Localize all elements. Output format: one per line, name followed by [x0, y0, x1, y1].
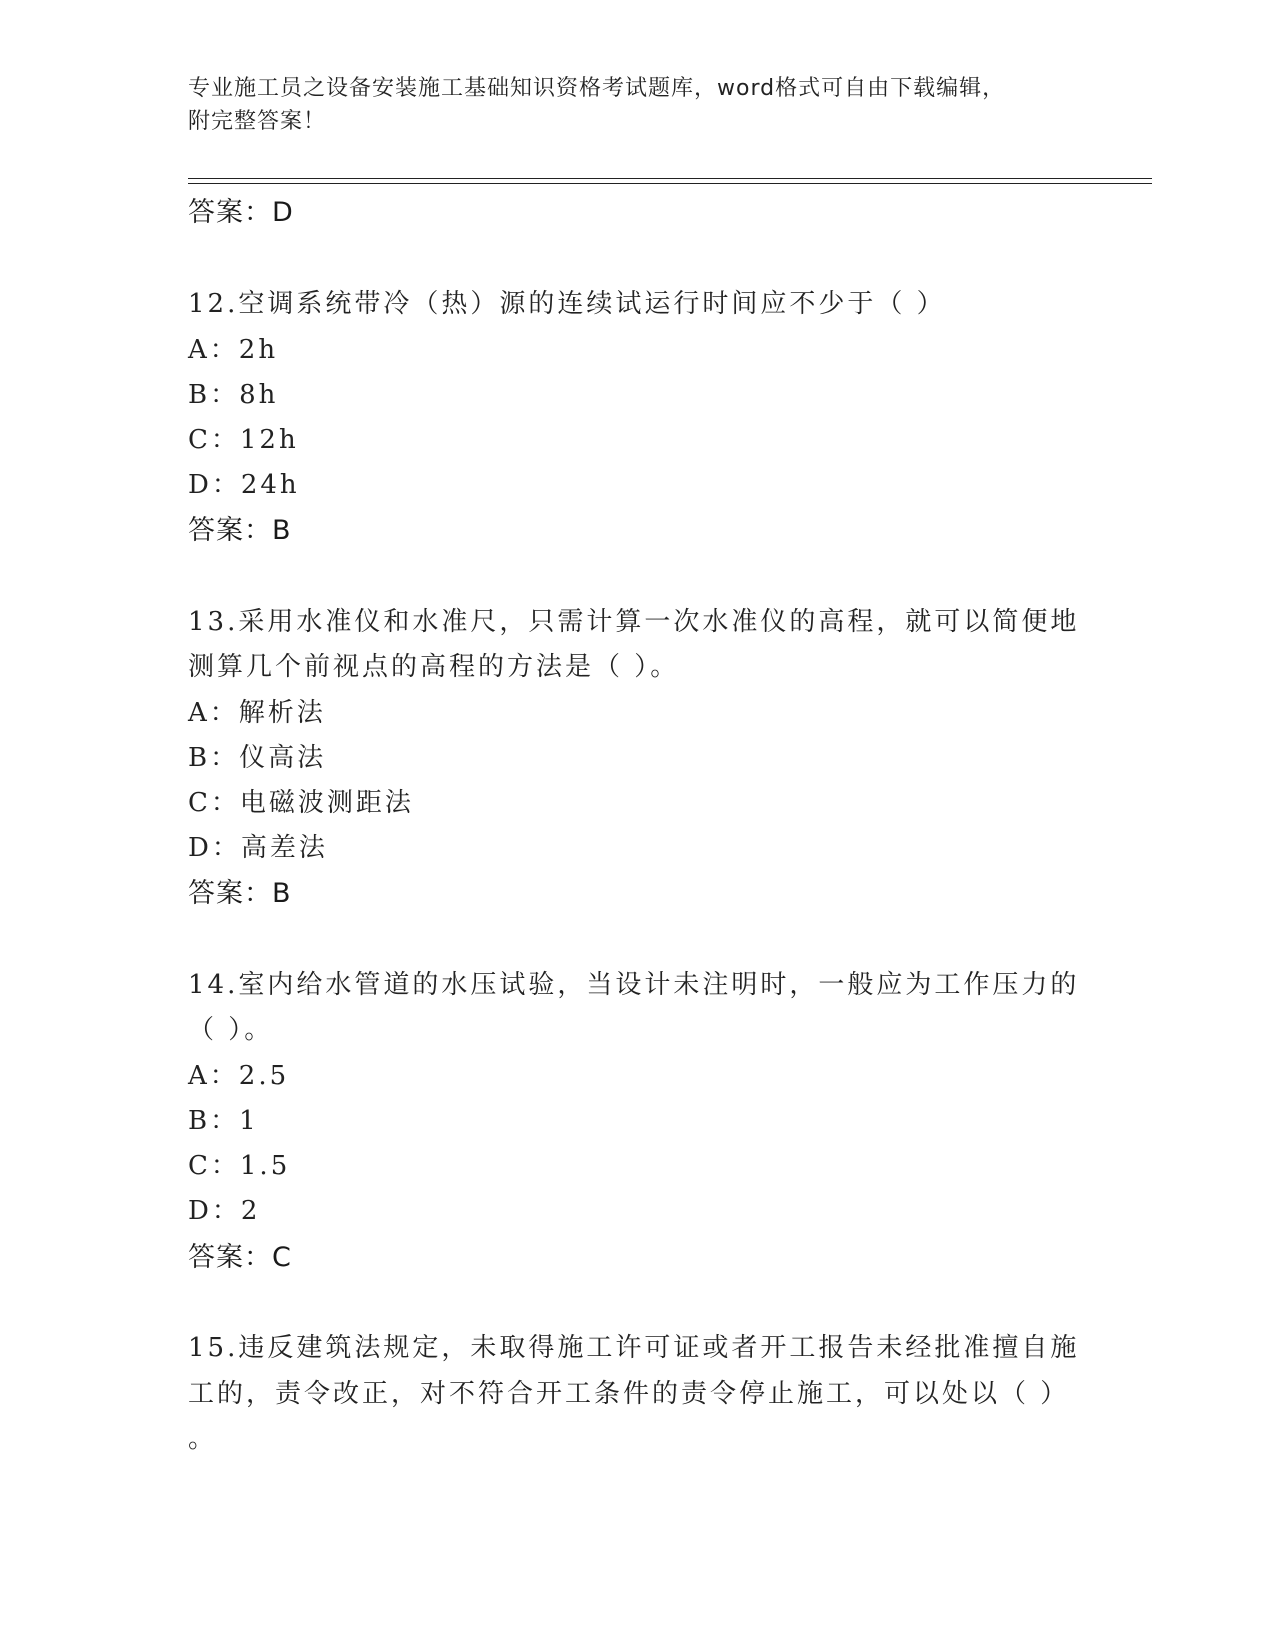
question-15-stem-line-2: 工的，责令改正，对不符合开工条件的责令停止施工，可以处以（ ） [188, 1379, 1070, 1409]
question-12-stem: 12.空调系统带冷（热）源的连续试运行时间应不少于（ ） [188, 289, 946, 319]
question-12-option-c: C：12h [188, 425, 299, 455]
question-14-option-a: A：2.5 [188, 1061, 290, 1091]
answer-q14: 答案：C [188, 1242, 292, 1273]
header-divider-bottom [188, 183, 1152, 184]
question-14-option-b: B：1 [188, 1106, 259, 1136]
question-13-option-c: C：电磁波测距法 [188, 788, 414, 818]
question-14-option-c: C：1.5 [188, 1151, 291, 1181]
question-12-option-b: B：8h [188, 380, 279, 410]
answer-q11: 答案：D [188, 197, 294, 228]
page-header [188, 72, 1068, 138]
answer-q13: 答案：B [188, 878, 292, 909]
question-13-option-b: B：仪高法 [188, 743, 327, 773]
question-12-option-a: A：2h [188, 335, 279, 365]
question-14-stem-line-2: （ ）。 [188, 1015, 274, 1045]
question-13-stem-line-2: 测算几个前视点的高程的方法是（ ）。 [188, 652, 680, 682]
question-14-stem-line-1: 14.室内给水管道的水压试验，当设计未注明时，一般应为工作压力的 [188, 970, 1080, 1000]
question-13-stem-line-1: 13.采用水准仪和水准尺，只需计算一次水准仪的高程，就可以简便地 [188, 607, 1080, 637]
question-13-option-d: D：高差法 [188, 833, 328, 863]
answer-q12: 答案：B [188, 515, 292, 546]
header-line-1: 专业施工员之设备安装施工基础知识资格考试题库，word格式可自由下载编辑， [188, 76, 1006, 101]
header-divider-top [188, 178, 1152, 179]
question-13-option-a: A：解析法 [188, 698, 326, 728]
question-14-option-d: D：2 [188, 1196, 261, 1226]
question-12-option-d: D：24h [188, 470, 300, 500]
header-line-2: 附完整答案！ [188, 109, 327, 134]
question-15-stem-line-1: 15.违反建筑法规定，未取得施工许可证或者开工报告未经批准擅自施 [188, 1333, 1080, 1363]
question-15-stem-line-3: 。 [188, 1424, 218, 1454]
